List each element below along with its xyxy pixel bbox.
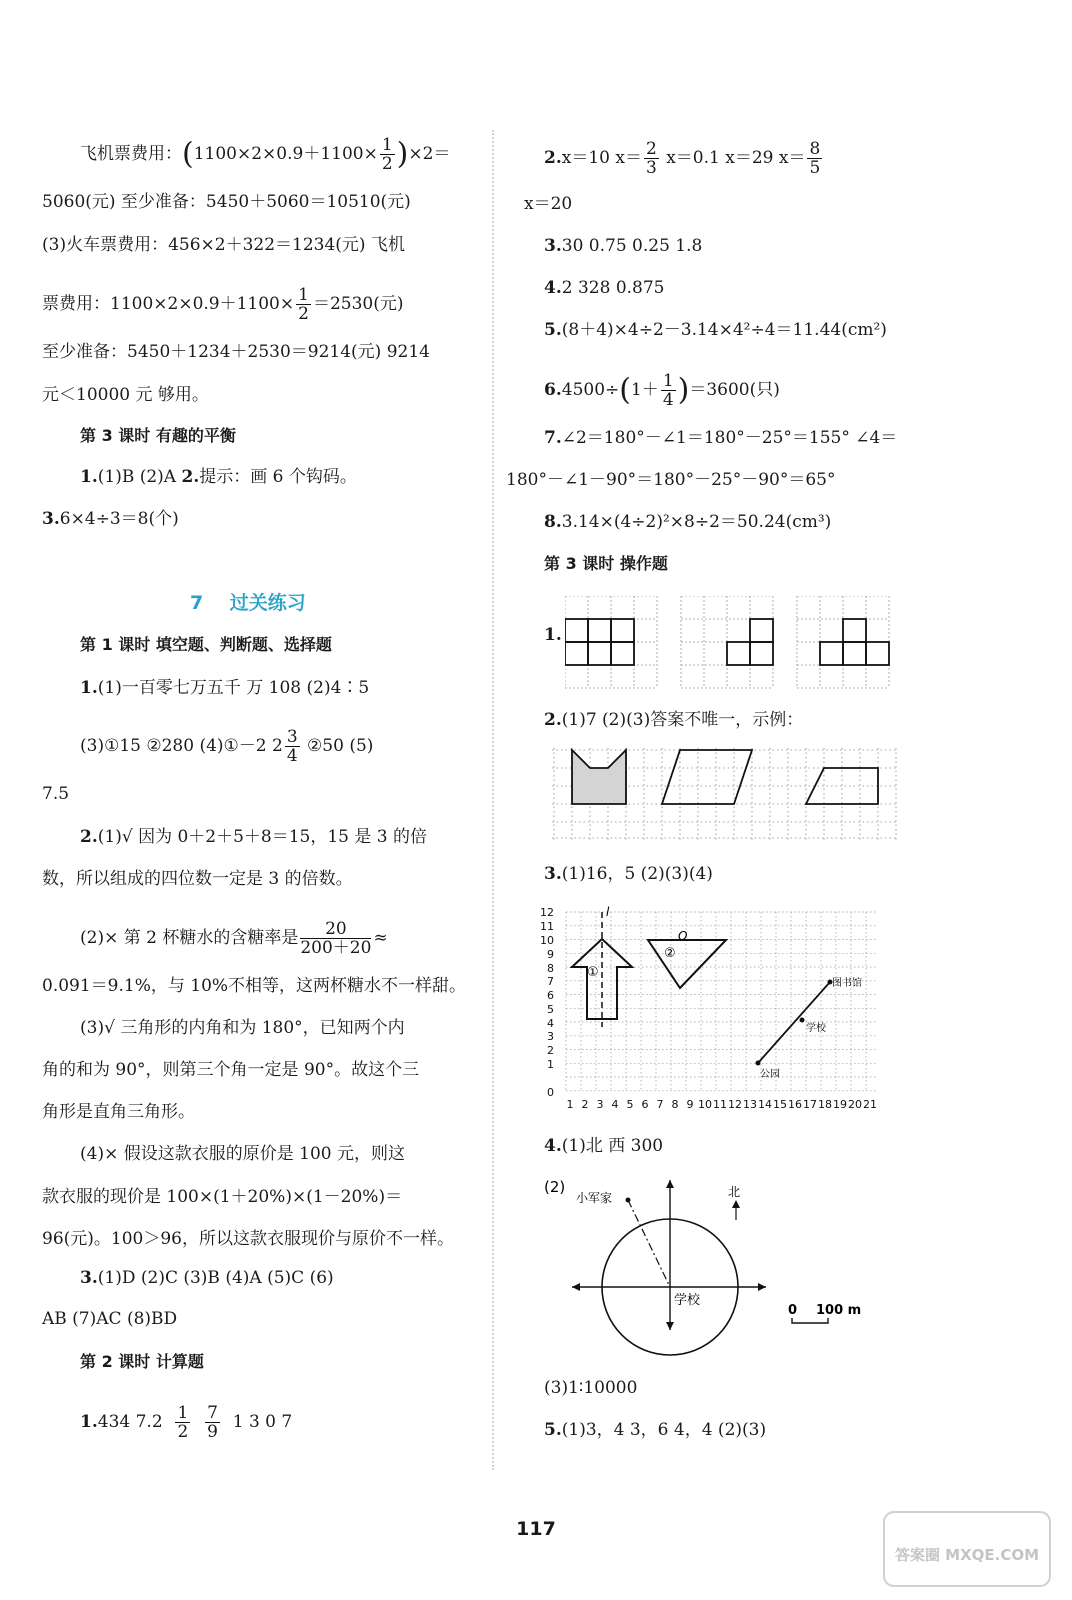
text: ＝2530(元) bbox=[312, 294, 404, 314]
num: 4. bbox=[544, 278, 562, 298]
text: 4500÷ bbox=[561, 380, 620, 400]
den: 3 bbox=[645, 158, 657, 178]
point-park bbox=[756, 1061, 761, 1066]
text: ×2＝ bbox=[408, 144, 451, 164]
line: AB (7)AC (8)BD bbox=[42, 1309, 178, 1329]
scale-unit: 100 m bbox=[816, 1303, 862, 1318]
arrow-up-icon bbox=[666, 1180, 674, 1188]
label-school: 学校 bbox=[674, 1293, 701, 1308]
label-1: ① bbox=[587, 965, 599, 980]
y-tick: 12 bbox=[540, 906, 554, 919]
text: x＝0.1 x＝29 x＝ bbox=[660, 148, 806, 168]
x-tick: 16 bbox=[788, 1098, 802, 1111]
line: 5060(元) 至少准备：5450＋5060＝10510(元) bbox=[42, 192, 411, 212]
grid-lines bbox=[566, 912, 878, 1091]
line bbox=[544, 863, 713, 885]
num: 6. bbox=[544, 380, 562, 400]
line bbox=[80, 1404, 292, 1441]
den: 4 bbox=[662, 390, 674, 410]
paren: ) bbox=[677, 372, 690, 408]
text: 票费用：1100×2×0.9＋1100× bbox=[42, 294, 295, 314]
text: (1)D (2)C (3)B (4)A (5)C (6) bbox=[97, 1268, 334, 1288]
fraction-eight-fifths bbox=[807, 140, 822, 177]
text: (3)①15 ②280 (4)①－2 2 bbox=[80, 736, 283, 756]
line: 数，所以组成的四位数一定是 3 的倍数。 bbox=[42, 869, 353, 889]
line bbox=[80, 677, 369, 699]
y-tick: 8 bbox=[547, 962, 554, 975]
line: (3)火车票费用：456×2＋322＝1234(元) 飞机 bbox=[42, 235, 405, 255]
q4-map-figure bbox=[540, 1172, 880, 1368]
text: ②50 (5) bbox=[301, 736, 374, 756]
line bbox=[544, 235, 702, 257]
q3-coordinate-grid bbox=[536, 902, 888, 1116]
paren: ( bbox=[182, 136, 194, 172]
section-number: 7 bbox=[190, 592, 204, 614]
page-number: 117 bbox=[516, 1518, 556, 1540]
num: 20 bbox=[300, 920, 371, 939]
num: 2. bbox=[181, 467, 200, 487]
x-tick: 20 bbox=[848, 1098, 862, 1111]
line bbox=[544, 511, 831, 533]
line bbox=[80, 826, 427, 848]
line: 角的和为 90°，则第三个角一定是 90°。故这个三 bbox=[42, 1060, 420, 1080]
text: 飞机票费用： bbox=[80, 144, 182, 164]
num: 1. bbox=[80, 467, 98, 487]
text: ＝3600(只) bbox=[689, 380, 780, 400]
num: 3 bbox=[286, 727, 298, 747]
num: 8 bbox=[809, 139, 821, 159]
num: 7 bbox=[207, 1403, 218, 1423]
axis-label: l bbox=[606, 905, 610, 919]
line: 角形是直角三角形。 bbox=[42, 1102, 195, 1122]
y-tick: 2 bbox=[547, 1044, 554, 1057]
den: 5 bbox=[809, 158, 821, 178]
y-tick: 5 bbox=[547, 1003, 554, 1016]
label-park: 公园 bbox=[760, 1069, 780, 1080]
y-tick: 1 bbox=[547, 1058, 554, 1071]
num: 3. bbox=[544, 236, 562, 256]
num: 3. bbox=[80, 1268, 98, 1288]
x-tick: 17 bbox=[803, 1098, 817, 1111]
text: ∠2＝180°－∠1＝180°－25°＝155° ∠4＝ bbox=[561, 428, 898, 448]
x-tick: 1 bbox=[566, 1098, 574, 1111]
y-tick: 3 bbox=[547, 1030, 554, 1043]
lesson-heading: 第 1 课时 填空题、判断题、选择题 bbox=[80, 635, 332, 654]
line bbox=[80, 728, 373, 765]
line: (3)√ 三角形的内角和为 180°，已知两个内 bbox=[80, 1018, 405, 1038]
arrow-left-icon bbox=[572, 1283, 580, 1291]
x-tick: 7 bbox=[656, 1098, 664, 1111]
fraction-two-thirds bbox=[644, 140, 659, 177]
num: 1 bbox=[298, 285, 309, 305]
line bbox=[544, 1419, 766, 1441]
grid-1 bbox=[565, 596, 657, 688]
text: (1)16，5 (2)(3)(4) bbox=[561, 864, 713, 884]
den: 4 bbox=[286, 746, 298, 766]
num: 1. bbox=[80, 1412, 98, 1432]
x-tick: 10 bbox=[698, 1098, 712, 1111]
y-tick: 0 bbox=[547, 1086, 554, 1099]
label-north: 北 bbox=[728, 1185, 741, 1199]
north-arrow-icon bbox=[732, 1200, 740, 1208]
section-title bbox=[190, 592, 306, 614]
text: 1＋ bbox=[630, 380, 659, 400]
lesson-heading: 第 2 课时 计算题 bbox=[80, 1352, 204, 1371]
text: (1)7 (2)(3)答案不唯一，示例： bbox=[561, 710, 804, 730]
line: (4)× 假设这款衣服的原价是 100 元，则这 bbox=[80, 1144, 405, 1164]
text: 提示：画 6 个钩码。 bbox=[199, 467, 357, 487]
y-tick: 7 bbox=[547, 975, 554, 988]
line bbox=[544, 140, 824, 177]
num: 1 bbox=[177, 1403, 189, 1423]
text: ≈ bbox=[373, 928, 388, 948]
x-tick: 3 bbox=[596, 1098, 604, 1111]
label-school: 学校 bbox=[806, 1023, 826, 1034]
label-2: ② bbox=[664, 946, 676, 961]
text: 434 7.2 bbox=[97, 1412, 163, 1432]
lesson-heading: 第 3 课时 有趣的平衡 bbox=[80, 426, 236, 445]
watermark-text: 答案圈 MXQE.COM bbox=[894, 1546, 1040, 1564]
line bbox=[544, 709, 803, 731]
num: 2. bbox=[544, 148, 562, 168]
x-tick: 13 bbox=[743, 1098, 757, 1111]
line: 7.5 bbox=[42, 784, 70, 804]
line bbox=[80, 920, 388, 957]
den: 2 bbox=[381, 154, 393, 174]
text: (1)√ 因为 0＋2＋5＋8＝15，15 是 3 的倍 bbox=[97, 827, 428, 847]
point-o: O bbox=[678, 929, 688, 943]
x-tick: 8 bbox=[671, 1098, 679, 1111]
watermark-logo bbox=[882, 1510, 1052, 1588]
text: 2 328 0.875 bbox=[561, 278, 665, 298]
line bbox=[42, 508, 179, 530]
direction-line bbox=[628, 1200, 670, 1287]
line: (3)1∶10000 bbox=[544, 1378, 638, 1398]
x-tick: 15 bbox=[773, 1098, 787, 1111]
lesson-heading: 第 3 课时 操作题 bbox=[544, 554, 668, 573]
line bbox=[544, 372, 780, 409]
num: 4. bbox=[544, 1136, 562, 1156]
grid-3 bbox=[797, 596, 889, 688]
paren: ) bbox=[396, 136, 409, 172]
text: x＝10 x＝ bbox=[561, 148, 642, 168]
line: 至少准备：5450＋1234＋2530＝9214(元) 9214 bbox=[42, 342, 430, 362]
num: 1. bbox=[80, 678, 98, 698]
x-tick: 9 bbox=[686, 1098, 694, 1111]
den: 9 bbox=[207, 1422, 218, 1442]
line: x＝20 bbox=[524, 194, 573, 214]
line: 96(元)。100＞96，所以这款衣服现价与原价不一样。 bbox=[42, 1229, 454, 1249]
y-tick: 10 bbox=[540, 934, 554, 947]
point-school bbox=[800, 1018, 805, 1023]
line bbox=[544, 427, 897, 449]
den: 2 bbox=[298, 304, 309, 324]
line bbox=[544, 277, 665, 299]
x-tick: 21 bbox=[863, 1098, 877, 1111]
text: (2)× 第 2 杯糖水的含糖率是 bbox=[80, 928, 299, 948]
den: 2 bbox=[177, 1422, 189, 1442]
scale-bar bbox=[792, 1318, 828, 1323]
x-tick: 19 bbox=[833, 1098, 847, 1111]
x-tick: 4 bbox=[611, 1098, 619, 1111]
num: 7. bbox=[544, 428, 562, 448]
y-tick: 11 bbox=[540, 920, 554, 933]
num: 2. bbox=[80, 827, 98, 847]
scale-zero: 0 bbox=[788, 1303, 798, 1318]
y-tick: 4 bbox=[547, 1017, 554, 1030]
text: 6×4÷3＝8(个) bbox=[59, 509, 179, 529]
text: (1)一百零七万五千 万 108 (2)4∶5 bbox=[97, 678, 370, 698]
line-plane-fare bbox=[80, 136, 450, 173]
x-tick: 18 bbox=[818, 1098, 832, 1111]
column-divider bbox=[492, 130, 494, 1470]
line: 款衣服的现价是 100×(1＋20%)×(1－20%)＝ bbox=[42, 1187, 403, 1207]
x-tick: 2 bbox=[581, 1098, 589, 1111]
line bbox=[544, 319, 887, 341]
text: 3.14×(4÷2)²×8÷2＝50.24(cm³) bbox=[561, 512, 832, 532]
watermark-graphic bbox=[882, 1510, 1052, 1588]
text: (8＋4)×4÷2－3.14×4²÷4＝11.44(cm²) bbox=[561, 320, 887, 340]
q1-grids-figure bbox=[565, 596, 895, 690]
text: (1)北 西 300 bbox=[561, 1136, 664, 1156]
part-label: (2) bbox=[544, 1178, 566, 1196]
q1-label: 1. bbox=[544, 625, 562, 645]
num: 3. bbox=[42, 509, 60, 529]
fraction-half bbox=[296, 286, 311, 323]
label-home: 小军家 bbox=[576, 1191, 613, 1205]
fraction-three-quarters bbox=[285, 728, 300, 765]
q2-shapes-figure bbox=[552, 748, 898, 840]
line: 元＜10000 元 够用。 bbox=[42, 385, 209, 405]
grid-2 bbox=[681, 596, 773, 688]
text: (1)B (2)A bbox=[97, 467, 182, 487]
x-tick: 6 bbox=[641, 1098, 649, 1111]
num: 1 bbox=[381, 135, 393, 155]
num: 8. bbox=[544, 512, 562, 532]
x-tick: 5 bbox=[626, 1098, 634, 1111]
section-name: 过关练习 bbox=[229, 592, 306, 614]
text: 30 0.75 0.25 1.8 bbox=[561, 236, 703, 256]
line bbox=[544, 1135, 663, 1157]
line bbox=[42, 286, 403, 323]
fraction-half bbox=[175, 1404, 190, 1441]
text: (1)3，4 3，6 4，4 (2)(3) bbox=[561, 1420, 767, 1440]
label-library: 图书馆 bbox=[832, 978, 862, 989]
line bbox=[80, 466, 357, 488]
fraction-sugar bbox=[300, 920, 371, 957]
num: 3. bbox=[544, 864, 562, 884]
text: 1100×2×0.9＋1100× bbox=[193, 144, 378, 164]
num: 1 bbox=[662, 371, 674, 391]
y-tick-labels bbox=[540, 906, 554, 1099]
x-tick: 14 bbox=[758, 1098, 772, 1111]
paren: ( bbox=[619, 372, 631, 408]
num: 5. bbox=[544, 1420, 562, 1440]
num: 2. bbox=[544, 710, 562, 730]
fraction-seven-ninths bbox=[205, 1404, 220, 1441]
num: 5. bbox=[544, 320, 562, 340]
shape-hexagon bbox=[572, 750, 626, 804]
fraction-half bbox=[380, 136, 395, 173]
y-tick: 9 bbox=[547, 948, 554, 961]
text: 1 3 0 7 bbox=[232, 1412, 293, 1432]
arrow-right-icon bbox=[758, 1283, 766, 1291]
fraction-quarter bbox=[661, 372, 676, 409]
arrow-down-icon bbox=[666, 1322, 674, 1330]
line: 0.091＝9.1%，与 10%不相等，这两杯糖水不一样甜。 bbox=[42, 976, 467, 996]
den: 200＋20 bbox=[300, 938, 372, 958]
top-edge bbox=[0, 0, 1072, 8]
line bbox=[80, 1267, 334, 1289]
x-tick: 12 bbox=[728, 1098, 742, 1111]
num: 2 bbox=[645, 139, 657, 159]
y-tick: 6 bbox=[547, 989, 554, 1002]
shape-parallelogram bbox=[662, 750, 752, 804]
x-tick-labels bbox=[567, 1098, 878, 1111]
line: 180°－∠1－90°＝180°－25°－90°＝65° bbox=[506, 470, 836, 490]
point-home bbox=[626, 1198, 631, 1203]
x-tick: 11 bbox=[713, 1098, 727, 1111]
